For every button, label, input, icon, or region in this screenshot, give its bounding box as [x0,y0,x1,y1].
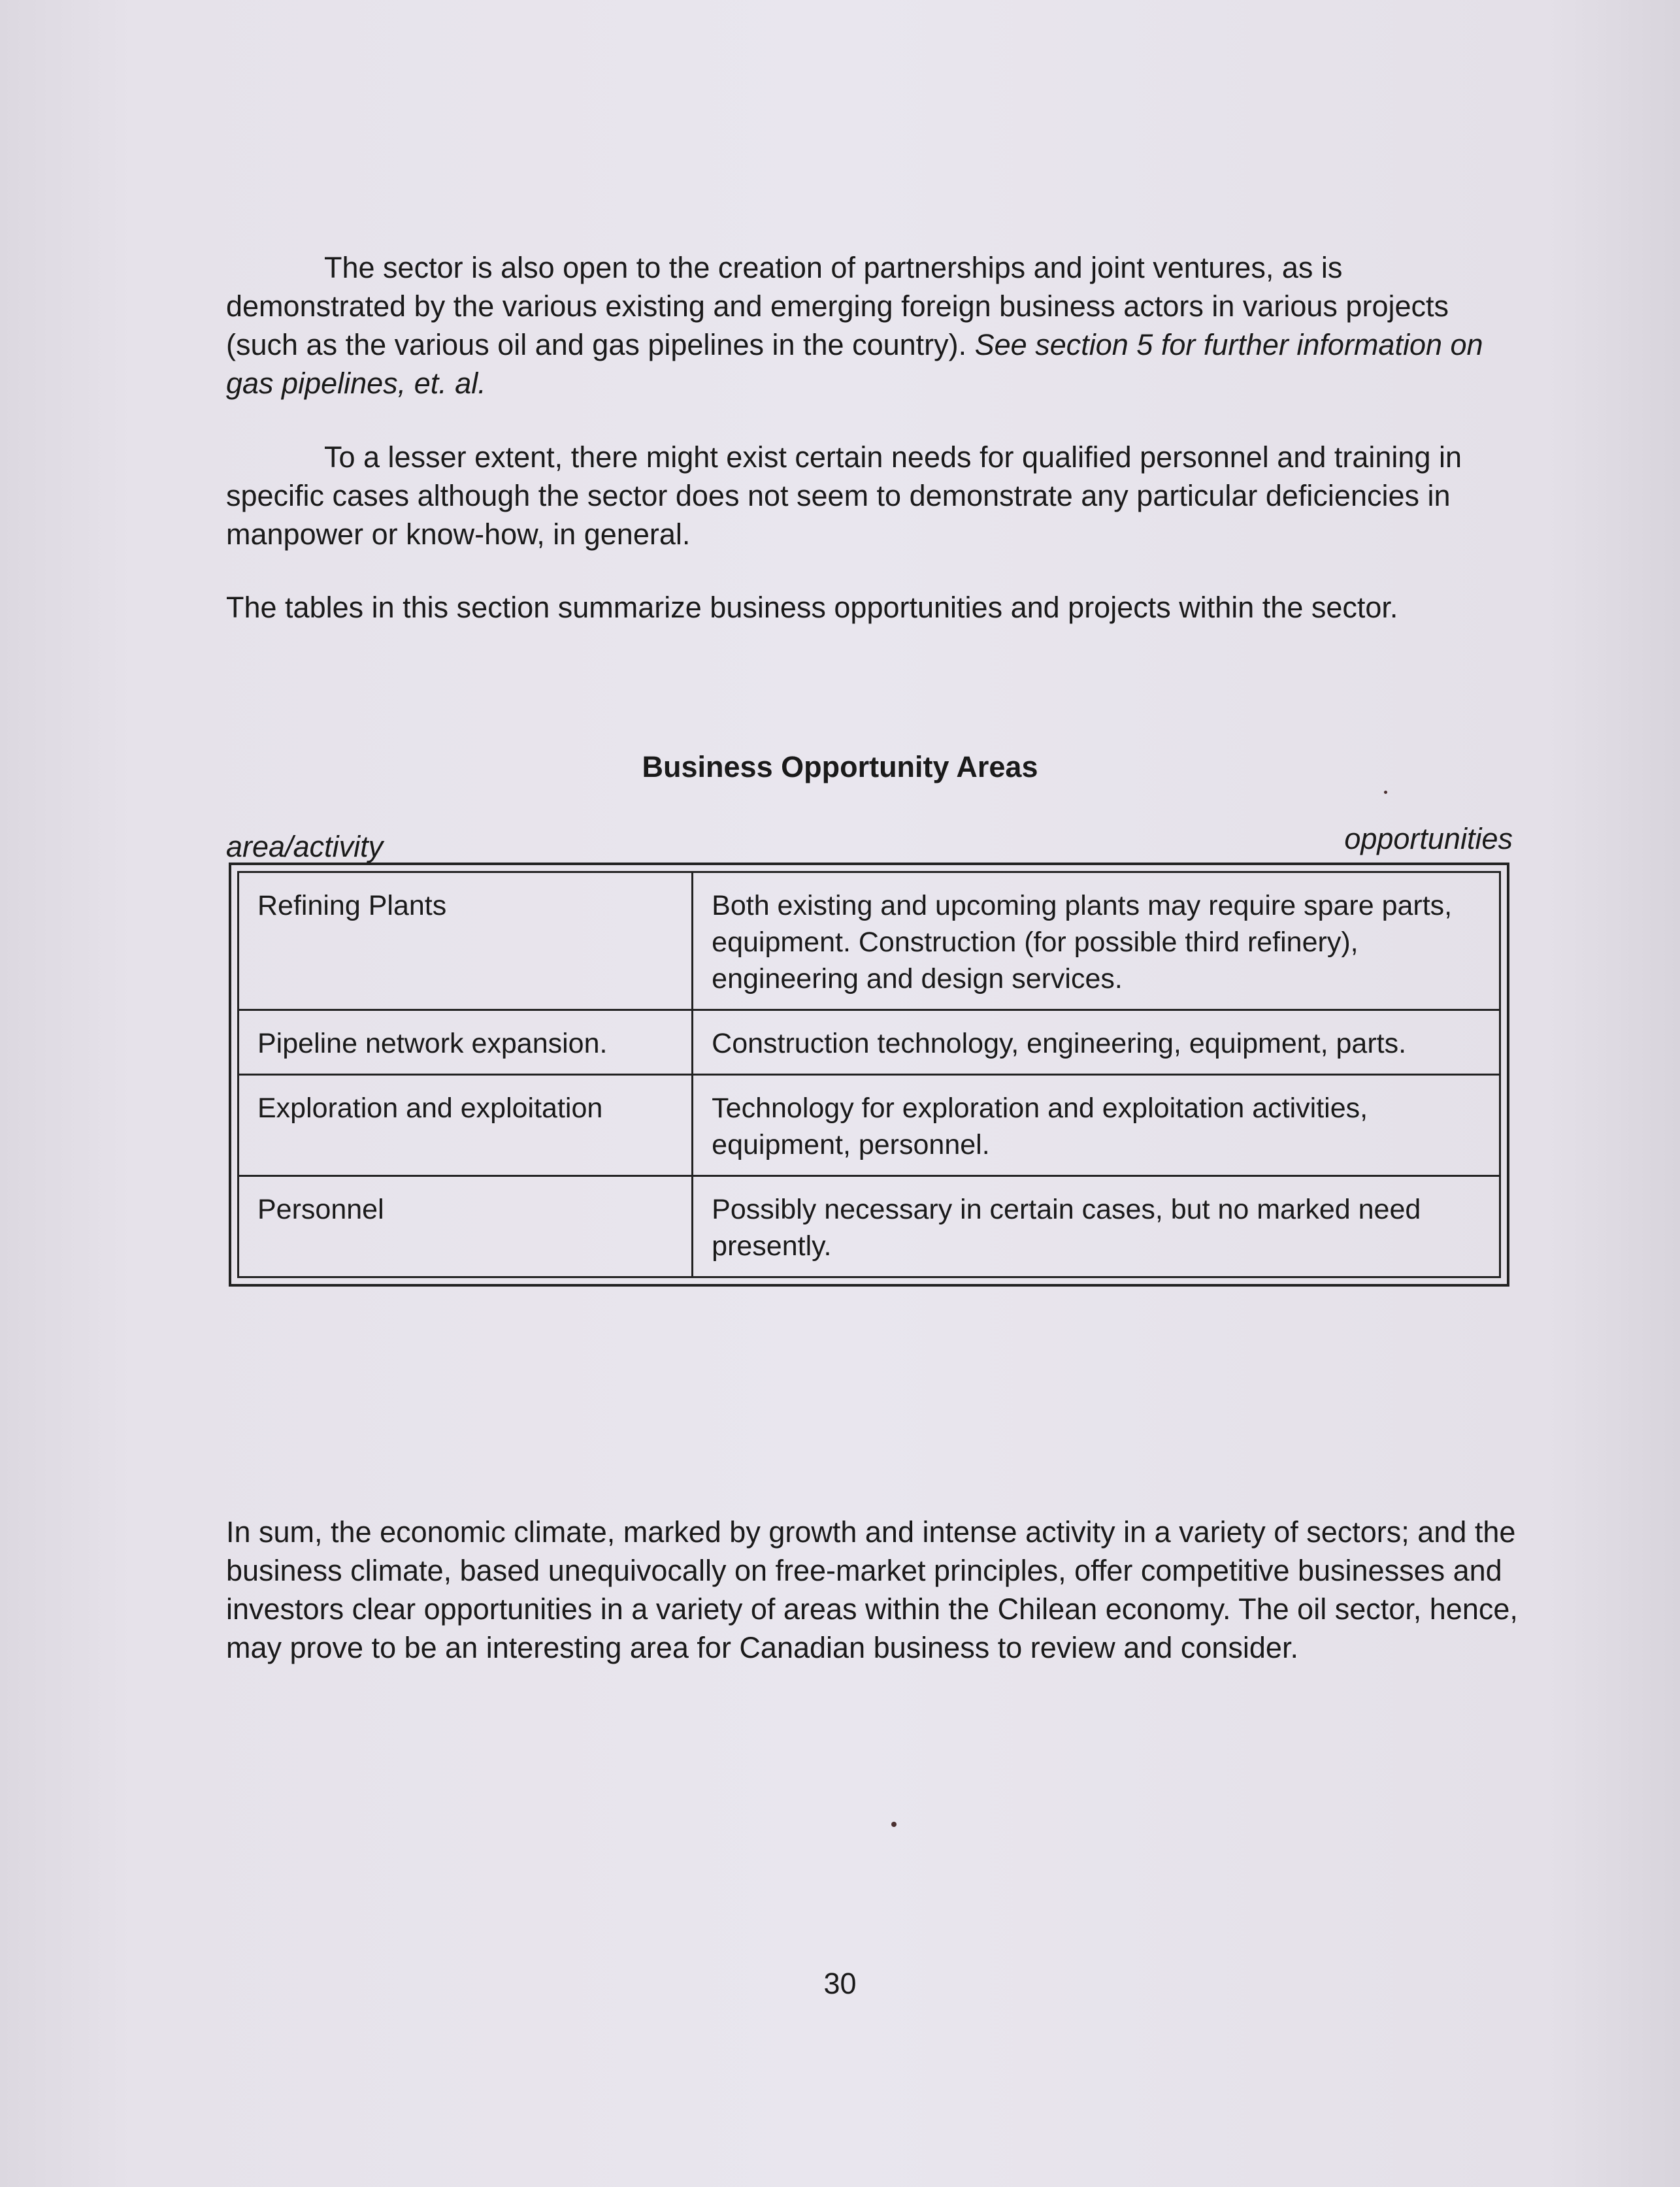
table-cell-area: Pipeline network expansion. [239,1010,693,1075]
table-cell-area: Refining Plants [239,872,693,1010]
paragraph-tables-summary: The tables in this section summarize business opportunities and projects within the sector. [226,591,1398,624]
opportunity-table-frame [229,863,1509,1287]
table-row [239,872,1500,1010]
column-header-opportunities: opportunities [1344,822,1513,855]
table-cell-opportunity: Possibly necessary in certain cases, but no marked need presently. [693,1176,1500,1277]
table-cell-area: Personnel [239,1176,693,1277]
ink-speck [1384,791,1387,794]
table-cell-opportunity: Construction technology, engineering, equipment, parts. [693,1010,1500,1075]
column-header-area: area/activity [226,830,384,863]
paragraph-personnel-needs: To a lesser extent, there might exist certain needs for qualified personnel and training in specific cases although the sector does not seem to demonstrate any particular deficiencies in manpower or know-how, in general. [226,440,1462,551]
table-cell-opportunity: Both existing and upcoming plants may require spare parts, equipment. Construction (for possible third refinery), engineering and design services. [693,872,1500,1010]
paragraph-conclusion: In sum, the economic climate, marked by growth and intense activity in a variety of sectors; and the business climate, based unequivocally on free-market principles, offer competitive businesses and investors clear opportunities in a variety of areas within the Chilean economy. The oil sector, hence, may prove to be an interesting area for Canadian business to review and consider. [226,1515,1518,1664]
paragraph-partnerships [226,248,1526,403]
table-title: Business Opportunity Areas [642,750,1038,783]
paragraph-partnerships-reference: See section 5 for further information on gas pipelines, et. al. [226,328,1483,400]
table-cell-area: Exploration and exploitation [239,1075,693,1176]
paragraph-partnerships-text: The sector is also open to the creation of partnerships and joint ventures, as is demonstrated by the various existing and emerging foreign business actors in various projects (such as the various oil and gas pipelines in the country). [226,251,1449,361]
table-row [239,1176,1500,1277]
table-cell-opportunity: Technology for exploration and exploitation activities, equipment, personnel. [693,1075,1500,1176]
table-row [239,1075,1500,1176]
table-row [239,1010,1500,1075]
ink-speck [891,1822,897,1827]
page-number: 30 [823,1967,857,2000]
opportunity-table [237,871,1501,1278]
